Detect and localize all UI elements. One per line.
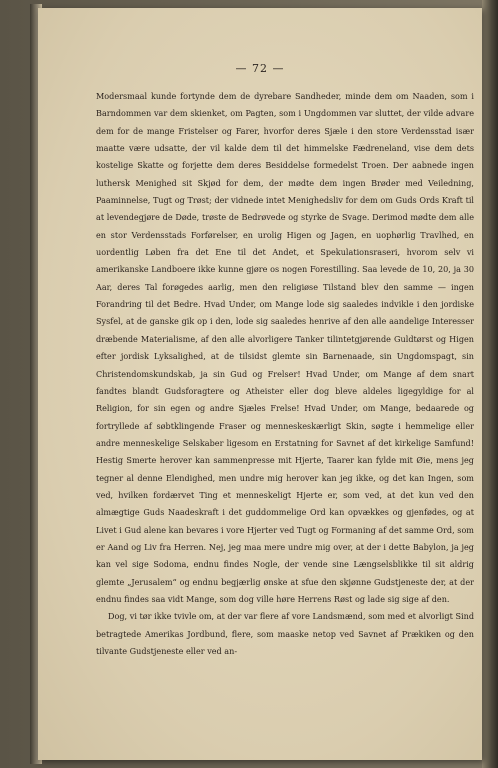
paragraph: Dog, vi tør ikke tvivle om, at der var flere af vore Landsmænd, som med et alvorligt Sind betragtede Amerikas Jordbund, flere, som maaske netop ved Savnet af Prækiken og den tilvante Gudstjeneste eller ved an- [96,611,474,656]
page-number: — 72 — [235,62,285,75]
paragraph: Modersmaal kunde fortynde dem de dyrebare Sandheder, minde dem om Naaden, som i Barndommen var dem skienket, om Pagten, som i Ungdommen var sluttet, der vilde advare dem for de mange Fristelser og Farer, hvorfor deres Sjæle i den store Verdensstad især maatte være udsatte, der vil kalde dem til det himmelske Fædreneland, vise dem dets kostelige Skatte og forjette dem deres Besiddelse formedelst Troen. Der aabnede ingen luthersk Menighed sit Skjød for dem, der mødte dem ingen Brøder med Veiledning, Paaminnelse, Tugt og Trøst; der vidnede intet Menighedsliv for dem om Guds Ords Kraft til at levendegjøre de Døde, trøste de Bedrøvede og styrke de Svage. Derimod mødte dem alle en stor Verdensstads Forførelser, en urolig Higen og Jagen, en uophørlig Travlhed, en uordentlig Løben fra det Ene til det Andet, et Spekulationsraseri, hvorom selv vi amerikanske Landboere ikke kunne gjøre os nogen Forestilling. Saa levede de 10, 20, ja 30 Aar, deres Tal forøgedes aarlig, men den religiøse Tilstand blev den samme — ingen Forandring til det Bedre. Hvad Under, om Mange lode sig saaledes indvikle i den jordiske Sysfel, at de ganske gik op i den, lode sig saaledes henrive af den alle aandelige Interesser dræbende Materialisme, af den alle alvorligere Tanker tilintetgjørende Guldtørst og Higen efter jordisk Lyksalighed, at de tilsidst glemte sin Barnenaade, sin Ungdomspagt, sin Christendomskundskab, ja sin Gud og Frelser! Hvad Under, om Mange af dem snart fandtes blandt Gudsforagtere og Atheister eller dog bleve aldeles ligegyldige for al Religion, for sin egen og andre Sjæles Frelse! Hvad Under, om Mange, bedaarede og fortryllede af søbtklingende Fraser og menneskeskærligt Skin, søgte i hemmelige eller andre menneskelige Selskaber ligesom en Erstatning for Savnet af det kirkelige Samfund! Hestig Smerte herover kan sammenpresse mit Hjerte, Taarer kan fylde mit Øie, mens jeg tegner al denne Elendighed, men undre mig herover kan jeg ikke, og det kan Ingen, som ved, hvilken fordærvet Ting et menneskeligt Hjerte er, som ved, at det kun ved den almægtige Guds Naadeskraft i det guddommelige Ord kan opvækkes og gjenfødes, og at Livet i Gud alene kan bevares i vore Hjerter ved Tugt og Formaning af det samme Ord, som er Aand og Liv fra Herren. Nej, jeg maa mere undre mig over, at der i dette Babylon, ja jeg kan vel sige Sodoma, endnu findes Nogle, der vende sine Længselsblikke til sit aldrig glemte „Jerusalem“ og endnu begjærlig ønske at sfue den skjønne Gudstjeneste der, at der endnu findes saa vidt Mange, som dog ville høre Herrens Røst og lade sig sige af den. [96,91,474,604]
book-page [38,8,482,760]
page-edge-shadow [482,0,498,768]
body-text [96,88,474,660]
